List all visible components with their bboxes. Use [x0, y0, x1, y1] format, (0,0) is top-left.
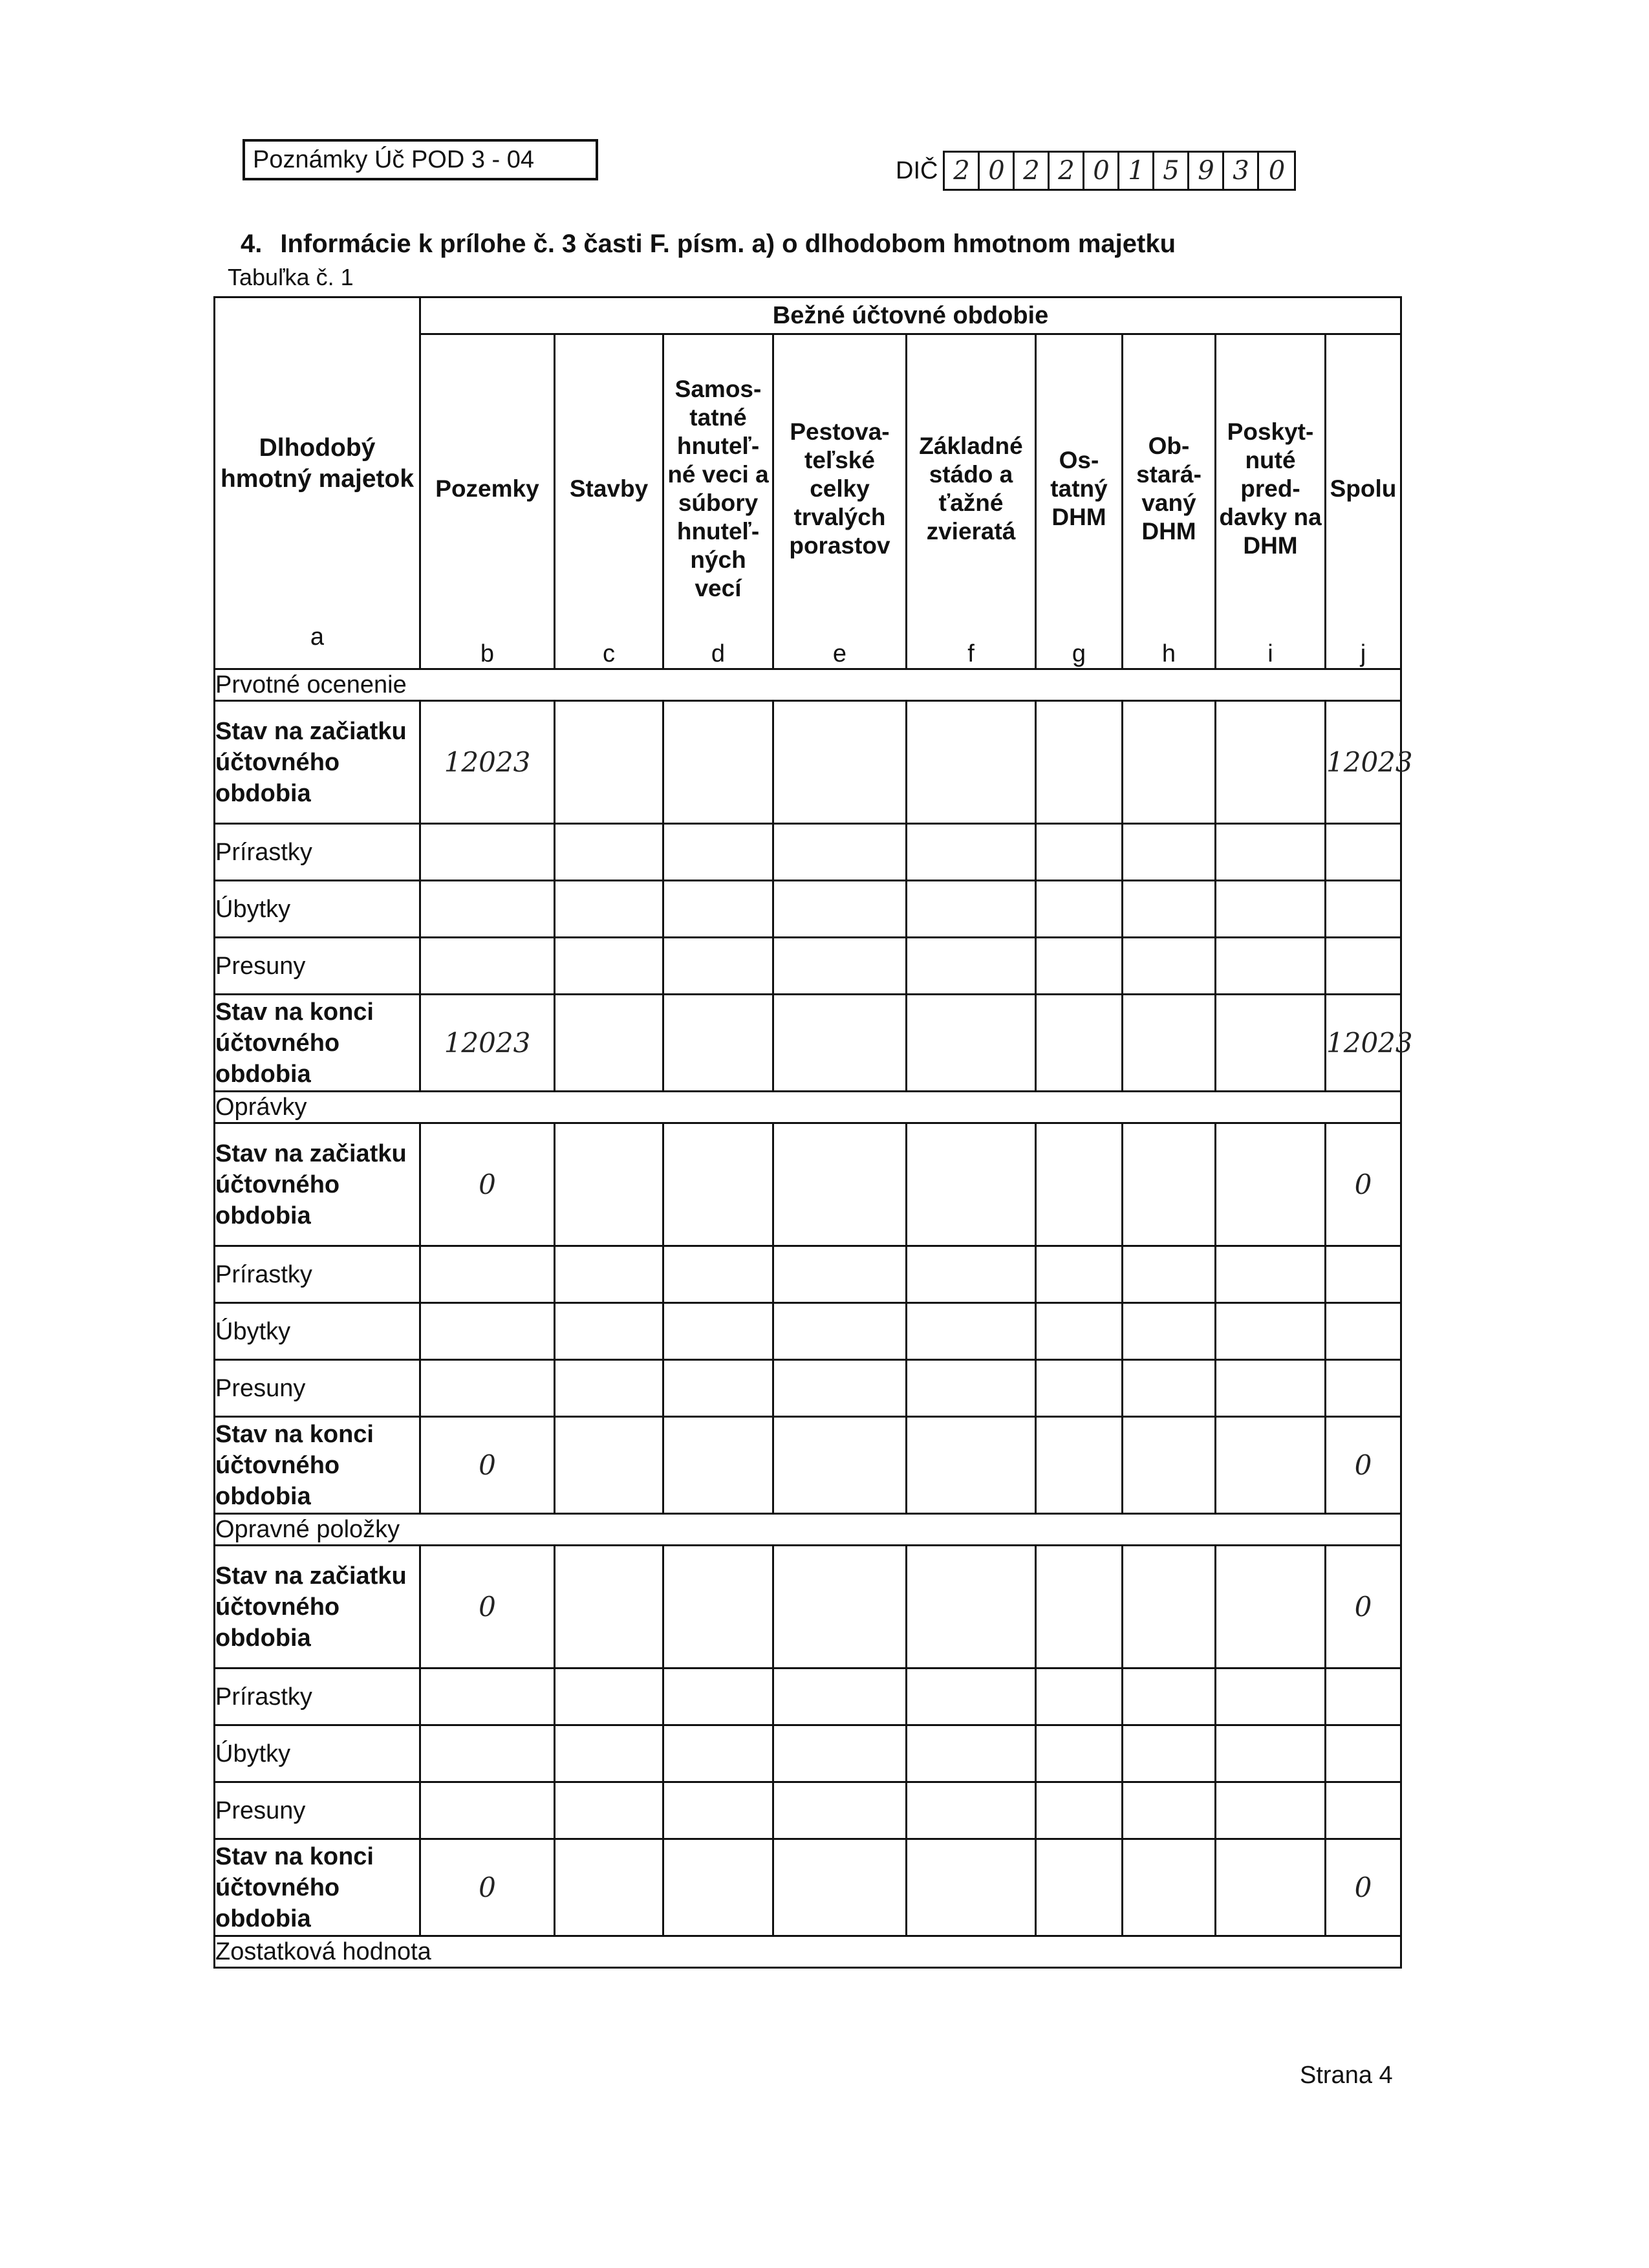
value-cell: 0 — [1326, 1417, 1401, 1514]
value-cell — [1123, 1303, 1216, 1360]
value-cell — [773, 995, 907, 1092]
column-header — [1123, 334, 1216, 669]
column-letter: h — [1161, 640, 1176, 667]
section-title: Informácie k prílohe č. 3 časti F. písm. a) o dlhodobom hmotnom majetku — [280, 230, 1176, 258]
value-cell — [907, 1303, 1036, 1360]
value-cell — [907, 995, 1036, 1092]
section-number: 4. — [241, 230, 263, 258]
value-cell — [1036, 995, 1123, 1092]
value-cell — [1036, 938, 1123, 995]
value-cell — [1123, 1246, 1216, 1303]
value-cell — [773, 1123, 907, 1246]
column-label: Samos- tatné hnuteľ- né veci a súbory hnuteľ- ných vecí — [667, 375, 769, 601]
value-cell — [663, 1839, 773, 1936]
value-cell — [1036, 1303, 1123, 1360]
value-cell — [663, 1669, 773, 1725]
value-cell — [1216, 938, 1326, 995]
value-cell — [907, 1546, 1036, 1669]
row-label: Úbytky — [215, 1725, 420, 1782]
value-cell — [663, 1246, 773, 1303]
value-cell — [1036, 1417, 1123, 1514]
value-cell — [773, 1246, 907, 1303]
dic-digit: 2 — [945, 153, 980, 189]
column-label: Ob- stará- vaný DHM — [1136, 432, 1202, 545]
value-cell — [420, 824, 555, 881]
column-header — [1036, 334, 1123, 669]
value-cell — [663, 1360, 773, 1417]
column-label: Pestova- teľské celky trvalých porastov — [789, 418, 890, 559]
row-label: Prírastky — [215, 1669, 420, 1725]
table-row — [215, 824, 1401, 881]
row-label: Stav na začiatku účtovného obdobia — [215, 1123, 420, 1246]
column-letter: j — [1360, 640, 1366, 667]
value-cell — [1036, 1839, 1123, 1936]
value-cell — [1123, 1669, 1216, 1725]
value-cell — [663, 1782, 773, 1839]
table-row — [215, 1782, 1401, 1839]
value-cell — [555, 1303, 663, 1360]
row-label: Stav na konci účtovného obdobia — [215, 995, 420, 1092]
value-cell — [1326, 1360, 1401, 1417]
value-cell — [907, 1782, 1036, 1839]
row-label: Presuny — [215, 1360, 420, 1417]
value-cell — [1123, 995, 1216, 1092]
column-label: Poskyt- nuté pred- davky na DHM — [1219, 418, 1322, 559]
value-cell — [1216, 701, 1326, 824]
column-label: Os- tatný DHM — [1050, 446, 1108, 530]
value-cell — [1123, 824, 1216, 881]
value-cell — [1036, 1360, 1123, 1417]
value-cell — [773, 1360, 907, 1417]
table-row — [215, 1546, 1401, 1669]
value-cell — [1326, 1782, 1401, 1839]
value-cell — [773, 1546, 907, 1669]
corner-title: Dlhodobý hmotný majetok — [220, 434, 415, 493]
dic-digit: 3 — [1224, 153, 1259, 189]
value-cell — [663, 881, 773, 938]
value-cell — [663, 995, 773, 1092]
value-cell — [555, 1782, 663, 1839]
value-cell — [773, 1725, 907, 1782]
row-label: Stav na konci účtovného obdobia — [215, 1839, 420, 1936]
value-cell: 12023 — [1326, 701, 1401, 824]
table-row — [215, 881, 1401, 938]
value-cell — [1216, 1782, 1326, 1839]
value-cell — [773, 1417, 907, 1514]
value-cell — [907, 1839, 1036, 1936]
column-letter: e — [832, 640, 847, 667]
value-cell — [555, 701, 663, 824]
value-cell — [555, 1123, 663, 1246]
dic-digit: 5 — [1154, 153, 1189, 189]
value-cell — [1123, 701, 1216, 824]
value-cell — [663, 1123, 773, 1246]
value-cell — [663, 1417, 773, 1514]
value-cell — [907, 881, 1036, 938]
value-cell: 0 — [420, 1546, 555, 1669]
row-label: Úbytky — [215, 1303, 420, 1360]
value-cell: 0 — [1326, 1839, 1401, 1936]
column-header — [1326, 334, 1401, 669]
value-cell — [1036, 1669, 1123, 1725]
value-cell — [555, 995, 663, 1092]
value-cell — [1123, 938, 1216, 995]
value-cell: 12023 — [420, 701, 555, 824]
section-header-row — [215, 1092, 1401, 1123]
column-letter: a — [310, 623, 325, 651]
value-cell — [555, 881, 663, 938]
value-cell — [907, 1360, 1036, 1417]
row-label: Stav na konci účtovného obdobia — [215, 1417, 420, 1514]
value-cell — [1036, 1725, 1123, 1782]
value-cell: 12023 — [1326, 995, 1401, 1092]
table-row — [215, 995, 1401, 1092]
value-cell — [1216, 1725, 1326, 1782]
table-row — [215, 701, 1401, 824]
table-row — [215, 1417, 1401, 1514]
value-cell — [1326, 1246, 1401, 1303]
table-row — [215, 1303, 1401, 1360]
value-cell — [555, 938, 663, 995]
table-row — [215, 1246, 1401, 1303]
value-cell — [1216, 881, 1326, 938]
value-cell — [1123, 1123, 1216, 1246]
page-number: Strana 4 — [1300, 2062, 1393, 2089]
value-cell — [420, 1360, 555, 1417]
value-cell — [420, 938, 555, 995]
row-label: Presuny — [215, 938, 420, 995]
value-cell — [1216, 824, 1326, 881]
value-cell — [420, 1725, 555, 1782]
value-cell: 0 — [420, 1123, 555, 1246]
value-cell — [1036, 824, 1123, 881]
table-row — [215, 1725, 1401, 1782]
row-label: Prírastky — [215, 824, 420, 881]
value-cell — [907, 701, 1036, 824]
value-cell — [907, 1246, 1036, 1303]
value-cell: 0 — [1326, 1546, 1401, 1669]
value-cell — [1036, 881, 1123, 938]
section-header-row — [215, 1514, 1401, 1546]
value-cell — [555, 1417, 663, 1514]
column-label: Stavby — [569, 475, 649, 502]
value-cell — [773, 938, 907, 995]
column-header — [907, 334, 1036, 669]
value-cell — [1123, 1782, 1216, 1839]
dic-digit: 0 — [1268, 156, 1286, 186]
value-cell — [555, 1669, 663, 1725]
column-letter: f — [967, 640, 975, 667]
dic-digit: 2 — [1050, 153, 1084, 189]
value-cell — [420, 1782, 555, 1839]
column-letter: c — [603, 640, 615, 667]
value-cell — [1326, 824, 1401, 881]
table-row — [215, 938, 1401, 995]
value-cell — [555, 1725, 663, 1782]
value-cell — [1036, 1546, 1123, 1669]
column-letter: b — [480, 640, 495, 667]
value-cell — [1216, 1303, 1326, 1360]
row-label: Presuny — [215, 1782, 420, 1839]
form-code: Poznámky Úč POD 3 - 04 — [253, 146, 535, 173]
value-cell — [663, 1546, 773, 1669]
column-header — [420, 334, 555, 669]
period-banner: Bežné účtovné obdobie — [420, 297, 1401, 334]
section-title: Oprávky — [215, 1092, 1401, 1123]
value-cell — [773, 1782, 907, 1839]
value-cell — [663, 938, 773, 995]
value-cell — [1036, 1246, 1123, 1303]
value-cell — [907, 938, 1036, 995]
column-label: Základné stádo a ťažné zvieratá — [919, 432, 1023, 545]
value-cell — [907, 1123, 1036, 1246]
footer-row — [215, 1936, 1401, 1968]
value-cell — [1326, 1725, 1401, 1782]
value-cell — [1216, 1546, 1326, 1669]
value-cell — [1326, 881, 1401, 938]
value-cell — [663, 1303, 773, 1360]
section-header-row — [215, 669, 1401, 701]
table-label: Tabuľka č. 1 — [228, 264, 354, 290]
dic-label: DIČ — [896, 157, 938, 184]
value-cell — [1036, 1782, 1123, 1839]
form-code-box — [242, 139, 598, 180]
column-header — [555, 334, 663, 669]
value-cell — [773, 1839, 907, 1936]
column-header — [663, 334, 773, 669]
value-cell — [1216, 1669, 1326, 1725]
value-cell: 0 — [1326, 1123, 1401, 1246]
value-cell — [1123, 1417, 1216, 1514]
section-title: Prvotné ocenenie — [215, 669, 1401, 701]
dic-digit: 0 — [980, 153, 1015, 189]
value-cell — [773, 701, 907, 824]
fixed-assets-table — [213, 296, 1413, 1969]
dic-digit-boxes — [943, 151, 1296, 191]
column-label: Spolu — [1330, 475, 1397, 502]
value-cell: 0 — [420, 1839, 555, 1936]
value-cell — [555, 1360, 663, 1417]
value-cell — [907, 1417, 1036, 1514]
value-cell — [420, 1246, 555, 1303]
value-cell — [1216, 1417, 1326, 1514]
value-cell — [663, 701, 773, 824]
row-label: Stav na začiatku účtovného obdobia — [215, 1546, 420, 1669]
column-letter: g — [1072, 640, 1086, 667]
row-label: Úbytky — [215, 881, 420, 938]
value-cell — [773, 824, 907, 881]
value-cell — [773, 1669, 907, 1725]
row-label: Stav na začiatku účtovného obdobia — [215, 701, 420, 824]
value-cell — [1123, 1546, 1216, 1669]
value-cell — [1216, 995, 1326, 1092]
column-letter: d — [711, 640, 726, 667]
column-header — [1216, 334, 1326, 669]
dic-digit: 0 — [1084, 153, 1119, 189]
value-cell — [773, 881, 907, 938]
value-cell: 0 — [420, 1417, 555, 1514]
value-cell — [1216, 1360, 1326, 1417]
value-cell — [773, 1303, 907, 1360]
value-cell: 12023 — [420, 995, 555, 1092]
value-cell — [1036, 1123, 1123, 1246]
value-cell — [1326, 1669, 1401, 1725]
value-cell — [420, 881, 555, 938]
value-cell — [420, 1303, 555, 1360]
table-row — [215, 1839, 1401, 1936]
value-cell — [1123, 1725, 1216, 1782]
row-label: Prírastky — [215, 1246, 420, 1303]
value-cell — [1123, 881, 1216, 938]
corner-header — [215, 297, 420, 669]
table-row — [215, 1360, 1401, 1417]
value-cell — [1216, 1246, 1326, 1303]
value-cell — [420, 1669, 555, 1725]
value-cell — [1036, 701, 1123, 824]
residual-value-label: Zostatková hodnota — [215, 1936, 1401, 1968]
value-cell — [907, 1669, 1036, 1725]
value-cell — [555, 1546, 663, 1669]
value-cell — [663, 1725, 773, 1782]
table-row — [215, 1669, 1401, 1725]
dic-digit: 9 — [1189, 153, 1224, 189]
dic-digit: 2 — [1015, 153, 1050, 189]
value-cell — [663, 824, 773, 881]
value-cell — [1216, 1123, 1326, 1246]
value-cell — [1326, 1303, 1401, 1360]
value-cell — [555, 824, 663, 881]
column-header — [773, 334, 907, 669]
column-letter: i — [1267, 640, 1273, 667]
value-cell — [1216, 1839, 1326, 1936]
dic-digit: 1 — [1119, 153, 1154, 189]
column-label: Pozemky — [435, 475, 539, 502]
section-heading — [241, 230, 1176, 259]
table-row — [215, 1123, 1401, 1246]
dic-field — [896, 150, 1296, 191]
value-cell — [907, 1725, 1036, 1782]
value-cell — [907, 824, 1036, 881]
value-cell — [1326, 938, 1401, 995]
section-title: Opravné položky — [215, 1514, 1401, 1546]
value-cell — [1123, 1360, 1216, 1417]
value-cell — [555, 1839, 663, 1936]
value-cell — [1123, 1839, 1216, 1936]
value-cell — [555, 1246, 663, 1303]
